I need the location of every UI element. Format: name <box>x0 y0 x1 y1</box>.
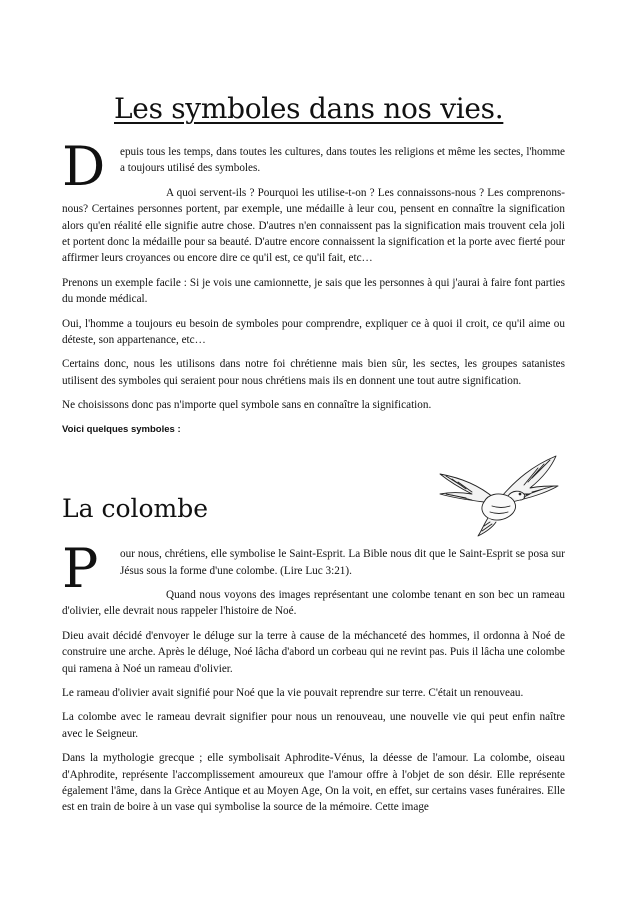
colombe-section <box>62 537 565 816</box>
colombe-paragraph-6: Dans la mythologie grecque ; elle symbolisait Aphrodite-Vénus, la déesse de l'amour. La colombe, oiseau d'Aphrodite, représente l'accomplissement amoureux que l'amour offre à l'objet de son désir. Elle représente également l'âme, dans la Grèce Antique et au Moyen Age, On la voit, en effet, sur certains vases funéraires. Elle est en train de boire à un vase qui symbolise la source de la mémoire. Cette image <box>62 752 565 814</box>
colombe-paragraph-3: Dieu avait décidé d'envoyer le déluge sur la terre à cause de la méchanceté des hommes, il ordonna à Noé de construire une arche. Après le déluge, Noé lâcha d'abord un corbeau qui ne revint pas. Puis il lâcha une colombe qui ramena à Noé un rameau d'olivier. <box>62 629 565 675</box>
page-content <box>62 92 565 824</box>
dove-icon <box>432 452 562 538</box>
intro-dropcap: D <box>62 135 106 198</box>
colombe-section-header <box>62 484 565 544</box>
colombe-paragraph-1 <box>62 537 565 601</box>
page-title: Les symboles dans nos vies. <box>114 92 504 125</box>
colombe-dropcap: P <box>62 537 99 601</box>
intro-paragraph-6: Ne choisissons donc pas n'importe quel symbole sans en connaître la signification. <box>62 399 432 412</box>
intro-paragraph-3: Prenons un exemple facile : Si je vois une camionnette, je sais que les personnes à qui j'aurai à faire font parties du monde médical. <box>62 276 565 306</box>
intro-section <box>62 135 565 438</box>
colombe-paragraph-2: Quand nous voyons des images représentant une colombe tenant en son bec un rameau d'olivier, elle devrait nous rappeler l'histoire de Noé. <box>62 588 565 618</box>
colombe-paragraph-1-text: our nous, chrétiens, elle symbolise le Saint-Esprit. La Bible nous dit que le Saint-Esprit se posa sur Jésus sous la forme d'une colombe. (Lire Luc 3:21). <box>120 548 565 577</box>
intro-paragraph-1-text: epuis tous les temps, dans toutes les cultures, dans toutes les religions et même les sectes, l'homme a toujours utilisé des symboles. <box>120 146 565 175</box>
intro-paragraph-4: Oui, l'homme a toujours eu besoin de symboles pour comprendre, expliquer ce à quoi il croit, ce qu'il aime ou déteste, son appartenance, etc… <box>62 317 565 347</box>
intro-paragraph-2: A quoi servent-ils ? Pourquoi les utilise-t-on ? Les connaissons-nous ? Les comprenons-nous? Certaines personnes portent, par exemple, une médaille à leur cou, pensent en connaître la signification alors qu'en réalité elle signifie autre chose. D'autres n'en connaissent pas la signification mais trouvent cela joli et portent donc la médaille pour sa beauté. D'autre encore connaissent la signification et la porte avec fierté pour affirmer leurs croyances ou encore dire ce qu'il est, ce qu'il fait, etc… <box>62 186 565 265</box>
colombe-paragraph-5: La colombe avec le rameau devrait signifier pour nous un renouveau, une nouvelle vie qui peut enfin naître avec le Seigneur. <box>62 711 565 740</box>
intro-paragraph-5: Certains donc, nous les utilisons dans notre foi chrétienne mais bien sûr, les sectes, les groupes satanistes utilisent des symboles qui seraient pour nous chrétiens mais ils en donnent une tout autre signification. <box>62 358 565 387</box>
colombe-paragraph-4: Le rameau d'olivier avait signifié pour Noé que la vie pouvait reprendre sur terre. C'était un renouveau. <box>62 686 524 699</box>
symbols-intro-label: Voici quelques symboles : <box>62 423 181 435</box>
intro-paragraph-1 <box>62 135 565 198</box>
section-title-colombe: La colombe <box>62 494 209 524</box>
